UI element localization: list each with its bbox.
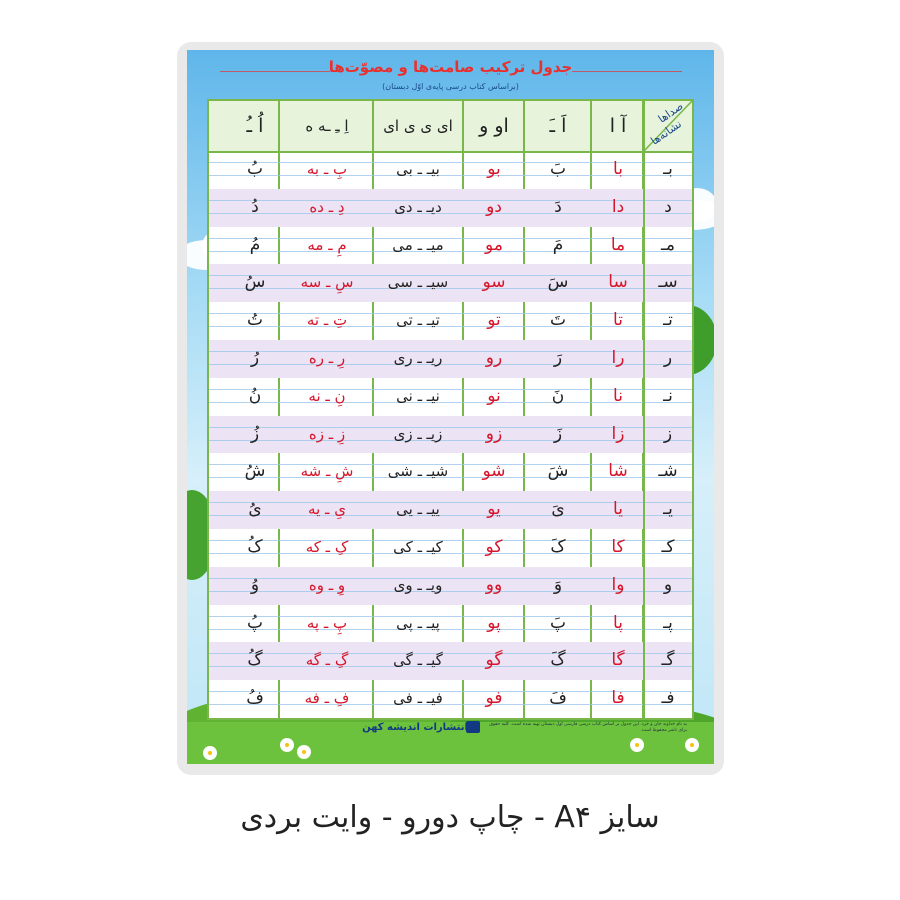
combo-cell: سَ xyxy=(547,272,569,293)
combo-cell: دَ xyxy=(554,196,562,217)
combo-cell: نَ xyxy=(551,385,565,406)
combo-cell: بَ xyxy=(549,159,566,179)
combo-cell: کِ ـ که xyxy=(305,538,349,556)
combo-cell: پَ xyxy=(549,612,566,633)
combo-cell: زِ ـ زه xyxy=(308,424,346,443)
row-sign-letter: پـ xyxy=(663,612,673,633)
combo-cell: سِ ـ سه xyxy=(300,273,354,292)
combo-cell: زَ xyxy=(553,423,563,444)
row-sign-letter: فـ xyxy=(661,688,675,709)
combo-cell: زا xyxy=(611,423,625,444)
combo-cell: فَ xyxy=(549,688,567,709)
combo-cell: کیـ ـ کی xyxy=(393,538,443,556)
combo-cell: تو xyxy=(487,310,501,331)
combo-cell: را xyxy=(611,348,625,368)
combo-cell: پیـ ـ پی xyxy=(396,613,440,632)
footer-note: به نام خداوند جان و خرد. این جدول بر اساس کتاب درسی فارسی اول دبستان تهیه شده است. کلیه حقوق برای ناشر محفوظ است. xyxy=(489,722,687,733)
combo-cell: ریـ ـ ری xyxy=(393,349,443,367)
combo-cell: بیـ ـ بی xyxy=(396,160,440,178)
combo-cell: گو xyxy=(485,650,503,671)
row-sign-letter: ز xyxy=(663,423,673,444)
table-row xyxy=(209,340,692,378)
combo-cell: بِ ـ به xyxy=(306,160,348,178)
header-vowel-3: ای ی ی ای xyxy=(383,117,453,135)
combo-cell: میـ ـ می xyxy=(392,235,444,254)
combo-cell: وو xyxy=(485,574,503,595)
table-row xyxy=(209,264,692,302)
combo-cell: رِ ـ ره xyxy=(308,349,346,367)
combo-cell: فِ ـ فه xyxy=(304,689,350,708)
combo-cell: وُ xyxy=(250,574,260,595)
combo-cell: نُ xyxy=(248,385,262,406)
combo-cell: یِ ـ یه xyxy=(308,500,346,519)
poster-subtitle: (براساس کتاب درسی پایه‌ی اوّل دبستان) xyxy=(382,82,519,91)
row-sign-letter: مـ xyxy=(660,234,676,255)
combo-cell: شُ xyxy=(244,461,266,482)
combo-cell: یا xyxy=(613,499,623,520)
combo-cell: یَ xyxy=(551,499,565,520)
row-sign-letter: ر xyxy=(663,348,673,368)
table-row xyxy=(209,227,692,265)
table-row xyxy=(209,605,692,643)
combo-cell: شِ ـ شه xyxy=(300,462,354,481)
row-sign-letter: یـ xyxy=(663,499,673,520)
combo-cell: مِ ـ مه xyxy=(307,235,347,254)
row-sign-letter: بـ xyxy=(663,159,673,179)
combo-cell: پو xyxy=(487,612,501,633)
combo-cell: ویـ ـ وی xyxy=(393,575,443,594)
column-divider xyxy=(643,101,645,718)
combo-cell: رُ xyxy=(250,348,260,368)
row-sign-letter: د xyxy=(664,196,672,217)
header-vowel-1: اَ ـَ xyxy=(549,115,567,137)
combo-cell: تیـ ـ تی xyxy=(396,311,440,330)
combo-cell: شیـ ـ شی xyxy=(387,462,449,481)
product-caption: سایز A۴ - چاپ دورو - وایت بردی xyxy=(240,800,660,835)
combo-cell: پِ ـ په xyxy=(306,613,348,632)
combo-cell: فُ xyxy=(246,688,264,709)
combo-cell: دُ xyxy=(251,196,259,217)
combo-cell: مُ xyxy=(249,234,261,255)
combo-cell: شَ xyxy=(547,461,569,482)
table-row xyxy=(209,189,692,227)
header-vowel-5: اُ ـُ xyxy=(246,115,264,137)
combo-cell: ییـ ـ یی xyxy=(396,500,440,519)
combo-cell: فا xyxy=(611,688,625,709)
row-sign-letter: گـ xyxy=(661,650,675,671)
combo-cell: نیـ ـ نی xyxy=(396,386,440,405)
row-sign-letter: و xyxy=(663,574,673,595)
combo-cell: یُ xyxy=(248,499,262,520)
table-row xyxy=(209,416,692,454)
combo-cell: دو xyxy=(486,196,502,217)
combo-cell: سُ xyxy=(244,272,266,293)
row-sign-letter: شـ xyxy=(658,461,678,482)
combo-cell: گیـ ـ گی xyxy=(393,651,443,670)
table-row xyxy=(209,642,692,680)
combo-cell: یو xyxy=(487,499,501,520)
combo-cell: زیـ ـ زی xyxy=(393,424,443,443)
poster-title: جدول ترکیب صامت‌ها و مصوّت‌ها xyxy=(328,58,573,76)
combo-cell: رَ xyxy=(553,348,563,368)
row-sign-letter: نـ xyxy=(663,385,673,406)
combo-cell: وَ xyxy=(553,574,563,595)
table-row xyxy=(209,378,692,416)
combo-cell: گَ xyxy=(550,650,566,671)
header-vowel-4: اِ ـِ ـه ه xyxy=(305,117,349,135)
combo-cell: تا xyxy=(613,310,623,331)
corner-label-sounds: صداها xyxy=(655,99,686,126)
combo-cell: گُ xyxy=(247,650,263,671)
row-sign-letter: تـ xyxy=(663,310,673,331)
combo-cell: تَ xyxy=(549,310,566,331)
publisher-name: انتشارات اندیشه کهن xyxy=(362,722,468,733)
combo-cell: نِ ـ نه xyxy=(308,386,346,405)
combo-cell: فو xyxy=(485,688,503,709)
combo-cell: دیـ ـ دی xyxy=(394,197,442,216)
combo-cell: مو xyxy=(485,234,503,255)
table-row xyxy=(209,567,692,605)
combo-cell: فیـ ـ فی xyxy=(393,689,443,708)
combo-cell: بو xyxy=(487,159,501,179)
combo-cell: کو xyxy=(485,537,503,557)
combo-cell: رو xyxy=(485,348,503,368)
combo-cell: شو xyxy=(482,461,506,482)
combo-cell: بُ xyxy=(246,159,263,179)
table-row xyxy=(209,151,692,189)
header-vowel-0: آ ا xyxy=(609,115,627,137)
table-row xyxy=(209,680,692,718)
table-row xyxy=(209,491,692,529)
row-sign-letter: سـ xyxy=(658,272,678,293)
combo-cell: کُ xyxy=(247,537,263,557)
letters-table xyxy=(207,99,694,720)
combo-cell: سا xyxy=(608,272,628,293)
combo-cell: پا xyxy=(613,612,623,633)
combo-cell: تُ xyxy=(246,310,263,331)
combo-cell: پُ xyxy=(246,612,263,633)
combo-cell: تِ ـ ته xyxy=(306,311,348,330)
combo-cell: مَ xyxy=(552,234,564,255)
table-row xyxy=(209,453,692,491)
combo-cell: گا xyxy=(611,650,625,671)
table-row xyxy=(209,302,692,340)
combo-cell: گِ ـ گه xyxy=(305,651,349,670)
table-header xyxy=(209,101,692,153)
combo-cell: دِ ـ ده xyxy=(309,197,345,216)
combo-cell: نا xyxy=(613,385,623,406)
combo-cell: کا xyxy=(611,537,625,557)
combo-cell: دا xyxy=(611,196,625,217)
combo-cell: نو xyxy=(487,385,501,406)
combo-cell: سیـ ـ سی xyxy=(387,273,449,292)
combo-cell: زُ xyxy=(250,423,260,444)
table-row xyxy=(209,529,692,567)
combo-cell: وا xyxy=(611,574,625,595)
combo-cell: شا xyxy=(608,461,628,482)
combo-cell: سو xyxy=(482,272,506,293)
combo-cell: وِ ـ وه xyxy=(308,575,346,594)
combo-cell: کَ xyxy=(550,537,566,557)
corner-label-signs: نشانه‌ها xyxy=(648,117,684,148)
header-vowel-2: او و xyxy=(479,115,509,137)
row-sign-letter: کـ xyxy=(661,537,675,557)
combo-cell: ما xyxy=(610,234,626,255)
combo-cell: با xyxy=(613,159,623,179)
combo-cell: زو xyxy=(485,423,503,444)
